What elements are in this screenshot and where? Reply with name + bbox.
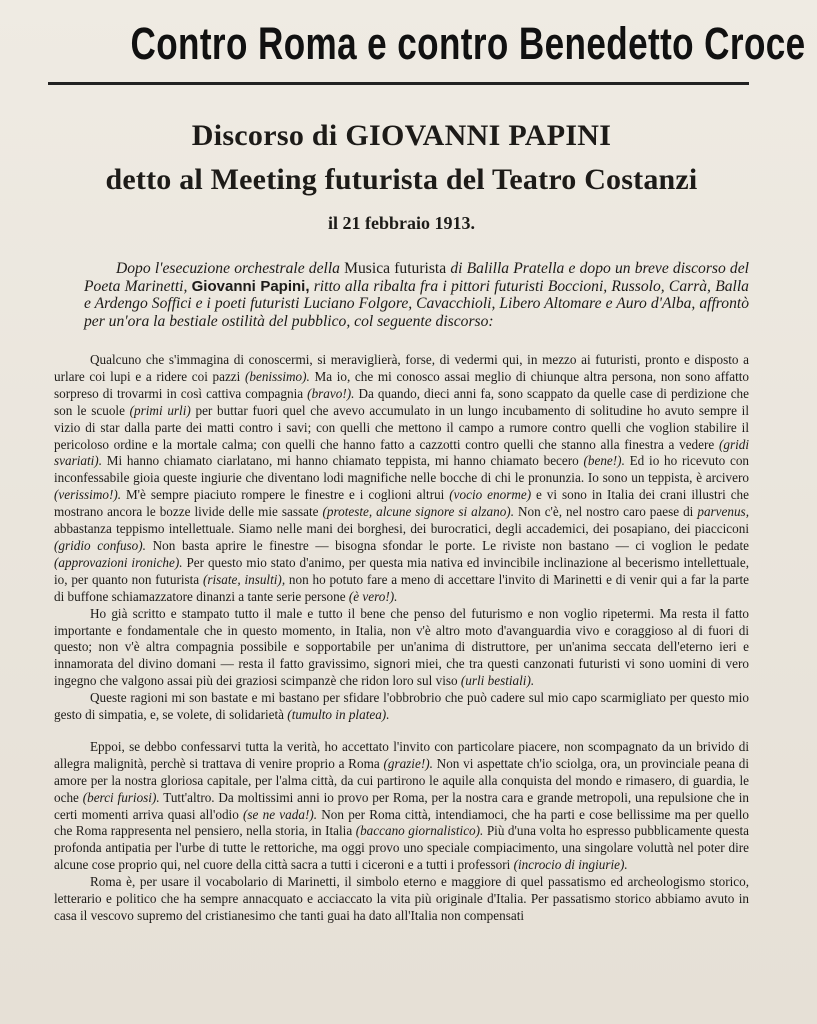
audience-reaction: (baccano giornalistico).	[355, 823, 484, 839]
audience-reaction: (verissimo!).	[54, 487, 122, 503]
headline-rule	[48, 82, 749, 85]
speech-text: Roma è, per usare il vocabolario di Marinetti, il simbolo eterno e maggiore di quel passatismo ed archeologismo storico, letterario e politico che ha sempre annacquato e acciaccato la vita più originale d'Italia. Per passatismo storico abbiamo avuto in casa il vescovo supremo del cristianesimo che tanti guai ha dato all'Italia non compensati	[54, 874, 749, 923]
audience-reaction: (gridio confuso).	[54, 537, 146, 553]
intro-text: di Balilla Pratella e dopo un breve discorso del Poeta Marinetti,	[84, 260, 749, 295]
speech-text: M'è sempre piaciuto rompere le finestre e i coglioni altrui	[121, 487, 450, 503]
audience-reaction: (proteste, alcune signore si alzano).	[322, 504, 514, 520]
speech-text: Eppoi, se debbo confessarvi tutta la verità, ho accettato l'invito con particolare piacere, non scompagnato da un brivido di allegra malignità, perchè si trattava di venire proprio a Roma	[54, 738, 749, 771]
speech-text: Non per Roma città, intendiamoci, che ha parti e cose bellissime ma per quello che Roma rappresenta nel pensiero, nella storia, in Italia	[54, 806, 749, 839]
audience-reaction: (vocio enorme)	[449, 487, 532, 503]
speech-text: Da quando, dieci anni fa, sono scappato da quelle case di perdizione che son le scuole	[54, 385, 749, 418]
speech-text: Non basta aprire le finestre — bisogna sfondar le porte. Le riviste non bastano — ci voglion le pedate	[145, 537, 749, 553]
paragraph-2	[54, 606, 749, 691]
intro-text: Dopo l'esecuzione orchestrale della	[116, 260, 345, 277]
headline: Contro Roma e contro Benedetto Croce	[130, 18, 806, 69]
audience-reaction: (bravo!).	[307, 385, 355, 401]
audience-reaction: (incrocio di ingiurie).	[513, 857, 628, 873]
speech-text: per buttar fuori quel che avevo accumulato in un lungo incubamento di solitudine ho avuto sempre il vizio di star dalla parte dei matti contro i savi; con quelli che mettono il campo a rumore contro quelli che voglion stabilire il pericoloso ordine e la mortale calma; con quelli che hanno fatto a cazzotti contro quelli che stanno alla finestra a vedere	[54, 402, 749, 452]
paragraph-5	[54, 874, 749, 925]
intro-text: ritto alla ribalta fra i pittori futuristi Boccioni, Russolo, Carrà, Balla e Ardengo Soffici e i poeti futuristi Luciano Folgore, Cavacchioli, Libero Altomare e Auro d'Alba, affrontò per un'ora la bestiale ostilità del pubblico, col seguente discorso:	[84, 277, 749, 330]
audience-reaction: (gridi svariati).	[54, 436, 749, 469]
speech-text: Non vi aspettate ch'io sciolga, ora, un provinciale peana di amore per la nostra gloriosa capitale, per l'alma città, da cui partirono le aquile alla conquista del mondo e rimasero, di guardia, le oche	[54, 755, 749, 805]
title-line-2: detto al Meeting futurista del Teatro Costanzi	[105, 163, 698, 196]
audience-reaction: (tumulto in platea).	[287, 707, 390, 723]
audience-reaction: (urli bestiali).	[460, 673, 535, 689]
speech-text: e vi sono in Italia dei crani illustri che mostrano ancora le bozze livide delle mie sassate	[54, 487, 750, 520]
speech-text: Più d'una volta ho espresso pubblicamente questa profonda antipatia per l'urbe di tutte le rettoriche, ma oggi provo uno speciale compiacimento, una singolare voluttà nel poter dire alcune cose proprio qui, nel cuore della città sacra a tutti i ciceroni e a tutti i professori	[54, 823, 749, 873]
paragraph-1	[54, 352, 749, 606]
speech-text: abbastanza teppismo intellettuale. Siamo nelle mani dei borghesi, dei burocratici, degli accademici, dei posapiano, dei piacciconi	[54, 521, 749, 537]
audience-reaction: (bene!).	[583, 453, 625, 469]
title-line-1: Discorso di GIOVANNI PAPINI	[191, 119, 612, 152]
audience-reaction: (grazie!).	[383, 755, 433, 771]
speech-text: Per questo mio stato d'animo, per questa mia nativa ed invincibile inclinazione al becerismo intellettuale, io, per quanto non futurista	[54, 554, 749, 587]
paragraph-4	[54, 739, 749, 874]
audience-reaction: (è vero!).	[348, 588, 398, 604]
audience-reaction: (approvazioni ironiche).	[54, 554, 183, 570]
speech-text: Ma io, che mi conosco assai meglio di chiunque altra persona, non sono affatto sorpreso di trovarmi in così cattiva compagnia	[54, 368, 749, 401]
speech-text: Ed io ho ricevuto con inconfessabile gioia queste ingiurie che diventano lodi magnifiche nelle bocche di chi le pronunzia. Io sono un teppista, è arcivero	[54, 453, 750, 486]
speech-text: Tutt'altro. Da moltissimi anni io provo per Roma, per la nostra cara e grande metropoli, una repulsione che in certi momenti arriva quasi all'odio	[54, 789, 750, 822]
speech-text: Queste ragioni mi son bastate e mi bastano per sfidare l'obbrobrio che può cadere sul mio capo scarmigliato per questo mio gesto di simpatia, e, se volete, di solidarietà	[54, 690, 749, 723]
speech-text: Mi hanno chiamato ciarlatano, mi hanno chiamato teppista, mi hanno chiamato becero	[102, 453, 584, 469]
speech-text: non ho potuto fare a meno di accettare l'invito di Marinetti e di venir qui a far la parte di buffone schiamazzatore dinanzi a tante serie persone	[54, 571, 749, 604]
audience-reaction: (risate, insulti),	[202, 571, 286, 587]
paragraph-3	[54, 690, 749, 724]
foreign-word: parvenus,	[697, 504, 749, 520]
intro-speaker-name: Giovanni Papini,	[191, 277, 310, 295]
intro-paragraph	[84, 260, 749, 330]
speech-body	[54, 352, 749, 925]
speech-text: Non c'è, nel nostro caro paese di	[514, 504, 698, 520]
audience-reaction: (primi urli)	[129, 402, 191, 418]
intro-text: Musica futurista	[344, 260, 447, 277]
audience-reaction: (se ne vada!).	[243, 806, 318, 822]
audience-reaction: (berci furiosi).	[82, 789, 160, 805]
speech-text: Ho già scritto e stampato tutto il male e tutto il bene che penso del futurismo e non voglio ripetermi. Ma resta il fatto importante e fondamentale che in questo momento, in Italia, non v'è altro moto d'avanguardia vivo e coraggioso al di fuori di questo; non v'è altra compagnia possibile e sopportabile per un'anima di distruttore, per un'anima seccata dell'eterno ieri e innamorata del divino domani — resta il fatto gravissimo, signori miei, che tra questi canzonati futuristi vi sono uomini di vero ingegno che valgono assai più dei graziosi scimpanzè che ridon loro sul viso	[54, 605, 749, 689]
audience-reaction: (benissimo).	[244, 368, 310, 384]
date-line: il 21 febbraio 1913.	[328, 213, 475, 233]
speech-text: Qualcuno che s'immagina di conoscermi, si meraviglierà, forse, di vedermi qui, in mezzo ai futuristi, pronto e disposto a urlare coi lupi e a ridere coi pazzi	[54, 352, 749, 384]
